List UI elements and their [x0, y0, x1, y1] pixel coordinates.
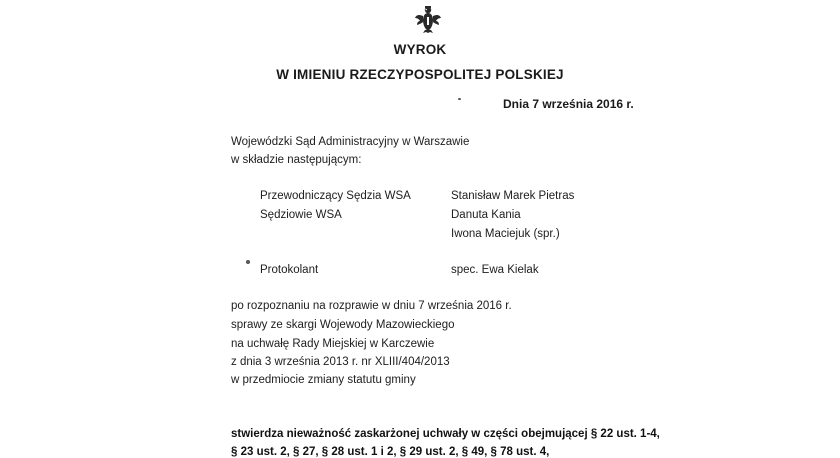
polish-eagle-emblem-icon: [413, 4, 443, 34]
body-line: na uchwałę Rady Miejskiej w Karczewie: [231, 338, 435, 350]
document-title: WYROK: [393, 42, 447, 57]
scan-speck: [246, 260, 250, 264]
clerk-name: spec. Ewa Kielak: [451, 264, 539, 276]
judgment-date: Dnia 7 września 2016 r.: [503, 97, 634, 111]
panel-member-name: Stanisław Marek Pietras: [451, 190, 575, 202]
panel-role: Sędziowie WSA: [260, 209, 342, 221]
document-subtitle: W IMIENIU RZECZYPOSPOLITEJ POLSKIEJ: [276, 67, 564, 82]
panel-member-name: Danuta Kania: [451, 209, 521, 221]
body-line: po rozpoznaniu na rozprawie w dniu 7 września 2016 r.: [231, 300, 512, 312]
composition-intro: w składzie następującym:: [231, 154, 362, 166]
body-line: z dnia 3 września 2013 r. nr XLIII/404/2013: [231, 356, 450, 368]
body-line: sprawy ze skargi Wojewody Mazowieckiego: [231, 319, 455, 331]
court-name: Wojewódzki Sąd Administracyjny w Warszawie: [231, 136, 470, 148]
ruling-line: § 23 ust. 2, § 27, § 28 ust. 1 i 2, § 29 ust. 2, § 49, § 78 ust. 4,: [231, 446, 550, 458]
ruling-line: stwierdza nieważność zaskarżonej uchwały w części obejmującej § 22 ust. 1-4,: [231, 428, 660, 440]
scan-speck: [458, 98, 461, 100]
panel-role: Przewodniczący Sędzia WSA: [260, 190, 411, 202]
panel-member-name: Iwona Maciejuk (spr.): [451, 228, 560, 240]
body-line: w przedmiocie zmiany statutu gminy: [231, 374, 416, 386]
clerk-role: Protokolant: [260, 264, 319, 276]
